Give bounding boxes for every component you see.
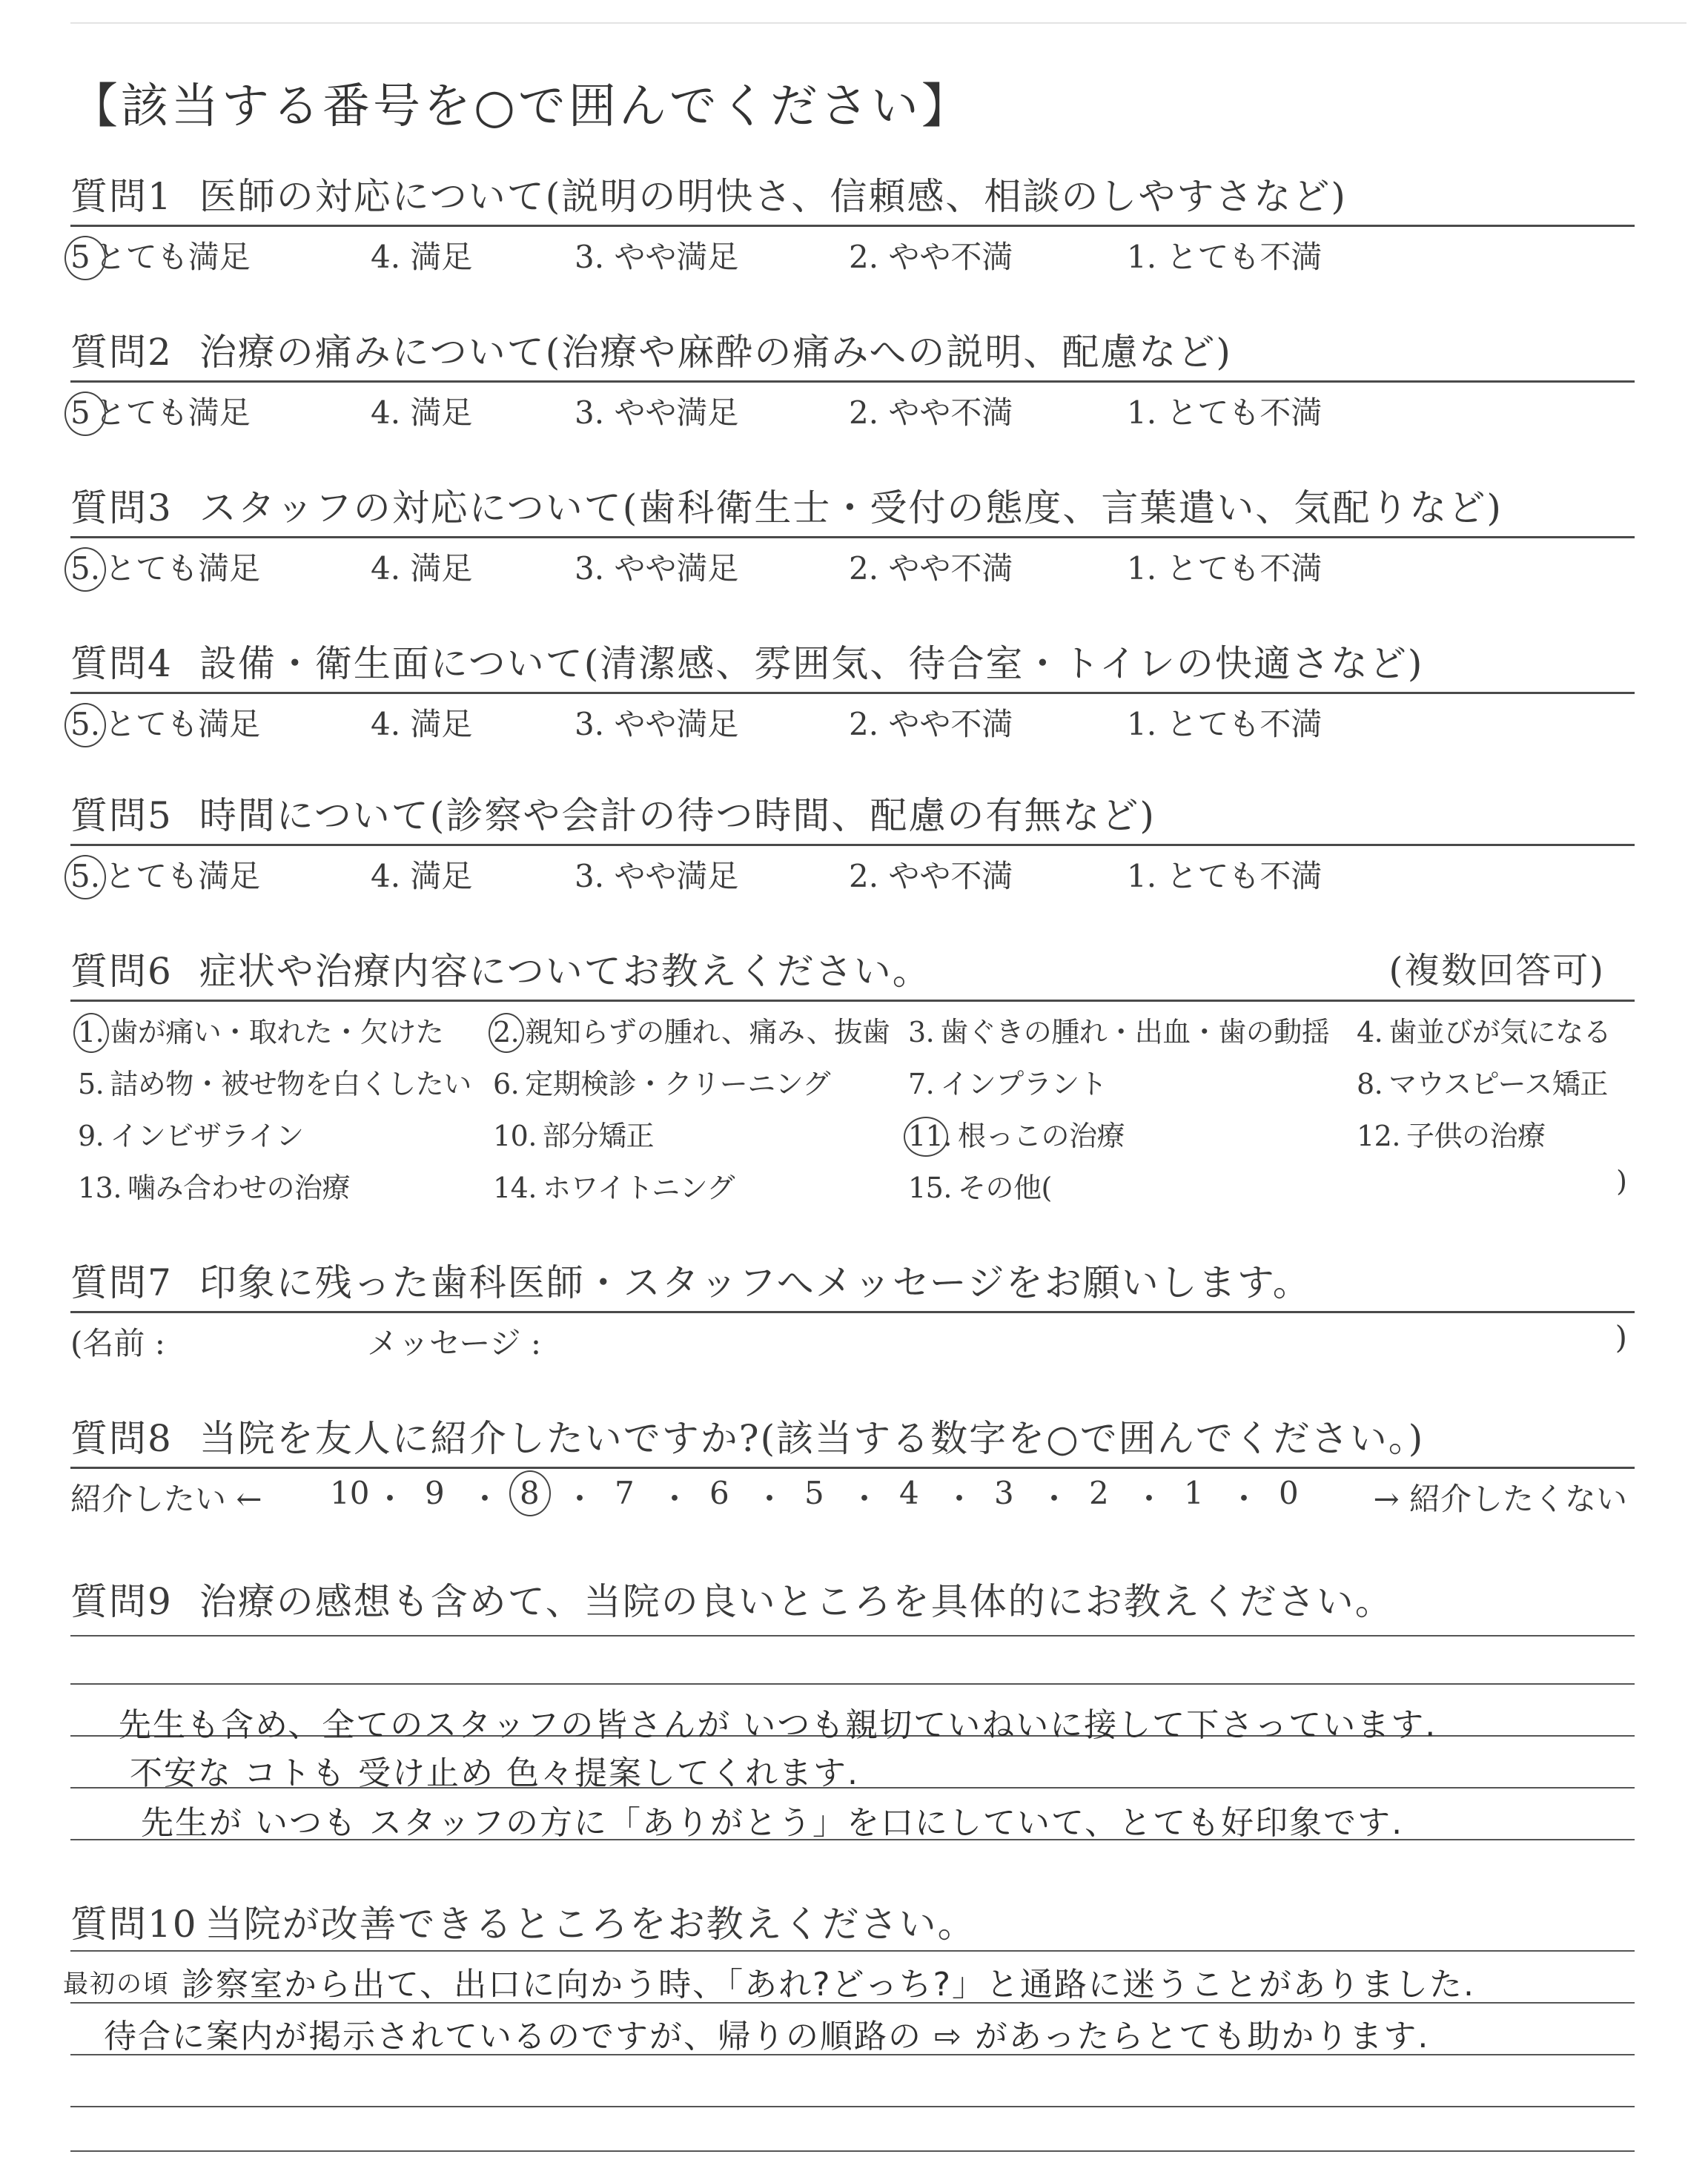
selection-mark xyxy=(70,706,105,742)
rating-option[interactable] xyxy=(371,389,472,433)
option-label: 部分矯正 xyxy=(542,1120,654,1152)
answer-rule xyxy=(70,1635,1635,1636)
symptom-option[interactable] xyxy=(908,1009,1329,1050)
question-number: 質問2 xyxy=(70,331,173,374)
symptom-option[interactable] xyxy=(908,1061,1107,1102)
question-10 xyxy=(70,1895,1635,1948)
selection-mark xyxy=(78,1016,104,1048)
question-text: 症状や治療内容についてお教えください。 xyxy=(199,950,931,993)
scale-dot: ・ xyxy=(1039,1481,1070,1517)
question-text: スタッフの対応について(歯科衛生士・受付の態度、言葉遣い、気配りなど) xyxy=(199,486,1503,529)
selection-mark xyxy=(70,239,95,275)
rating-options xyxy=(70,389,1635,433)
rating-label: 1. とても不満 xyxy=(1127,706,1323,742)
answer-rule xyxy=(70,2150,1635,2152)
handwritten-answer-line: 待合に案内が掲示されているのですが、帰りの順路の ⇨ があったらとても助かります. xyxy=(104,2018,1430,2055)
symptom-option[interactable] xyxy=(78,1113,304,1154)
rating-option[interactable] xyxy=(70,700,260,744)
scale-dot: ・ xyxy=(944,1481,976,1517)
question-rule xyxy=(70,692,1635,694)
rating-label: とても満足 xyxy=(105,858,261,894)
question-number: 質問8 xyxy=(70,1417,173,1460)
option-label: 噛み合わせの治療 xyxy=(127,1172,350,1204)
scale-dot: ・ xyxy=(469,1481,501,1517)
option-label: 根っこの治療 xyxy=(957,1120,1125,1152)
scale-dot: ・ xyxy=(564,1481,596,1517)
selected-rating-number: 5. xyxy=(70,858,101,894)
option-label: インプラント xyxy=(940,1068,1108,1100)
close-paren: ) xyxy=(1615,1319,1627,1355)
selected-rating-number: 5. xyxy=(70,706,101,742)
question-5 xyxy=(70,786,1635,896)
rating-options xyxy=(70,544,1635,589)
scale-dot: ・ xyxy=(1133,1481,1165,1517)
handwritten-answer-line: 先生が いつも スタッフの方に「ありがとう」を口にしていて、とても好印象です. xyxy=(141,1804,1404,1842)
option-label: 子供の治療 xyxy=(1406,1120,1546,1152)
rating-option[interactable] xyxy=(1127,852,1322,896)
scale-left-label: 紹介したい ← xyxy=(70,1481,262,1517)
symptom-option[interactable] xyxy=(78,1061,471,1102)
option-label: 定期検診・クリーニング xyxy=(525,1068,831,1100)
rating-label: 2. やや不満 xyxy=(849,550,1013,587)
rating-option[interactable] xyxy=(371,700,472,744)
question-rule xyxy=(70,380,1635,383)
rating-label: 1. とても不満 xyxy=(1127,239,1323,275)
rating-option[interactable] xyxy=(70,544,260,589)
rating-option[interactable] xyxy=(1127,700,1322,744)
rating-label: 2. やや不満 xyxy=(849,239,1013,275)
scale-dot: ・ xyxy=(849,1481,881,1517)
option-number: 3. xyxy=(908,1016,935,1048)
question-4 xyxy=(70,634,1635,744)
question-7 xyxy=(70,1253,1635,1364)
symptom-option[interactable] xyxy=(493,1165,735,1206)
question-number: 質問4 xyxy=(70,642,173,685)
question-rule xyxy=(70,225,1635,227)
rating-label: 1. とても不満 xyxy=(1127,394,1323,431)
symptom-option[interactable] xyxy=(1357,1113,1545,1154)
rating-label: とても満足 xyxy=(94,394,251,431)
question-rule xyxy=(70,1311,1635,1313)
rating-label: 4. 満足 xyxy=(371,550,473,587)
scale-number[interactable]: 4 xyxy=(899,1475,919,1511)
rating-label: 3. やや満足 xyxy=(575,550,739,587)
rating-option[interactable] xyxy=(1127,544,1322,589)
option-number: 9. xyxy=(78,1120,105,1152)
rating-label: 4. 満足 xyxy=(371,239,473,275)
question-number: 質問5 xyxy=(70,794,173,837)
selection-mark xyxy=(70,858,105,894)
rating-label: 4. 満足 xyxy=(371,394,473,431)
question-text: 当院を友人に紹介したいですか?(該当する数字を○で囲んでください。) xyxy=(199,1417,1425,1460)
symptom-option[interactable] xyxy=(493,1061,830,1102)
rating-option[interactable] xyxy=(70,233,251,277)
handwritten-answer-line: 診察室から出て、出口に向かう時、「あれ?どっち?」と通路に迷うことがありました. xyxy=(182,1966,1475,2004)
handwritten-margin-note: 最初の頃 xyxy=(63,1969,170,1999)
selected-rating-number: 5 xyxy=(70,394,90,431)
scale-number[interactable]: 10 xyxy=(330,1475,370,1511)
scale-number[interactable]: 8 xyxy=(520,1475,540,1511)
question-text: 治療の感想も含めて、当院の良いところを具体的にお教えください。 xyxy=(199,1580,1394,1623)
symptom-option[interactable] xyxy=(493,1113,654,1154)
rating-options xyxy=(70,700,1635,744)
option-number: 15. xyxy=(908,1172,952,1204)
question-rule xyxy=(70,536,1635,538)
rating-options xyxy=(70,852,1635,896)
scale-dot: ・ xyxy=(374,1481,406,1517)
rating-option[interactable] xyxy=(1127,389,1322,433)
message-label: メッセージ : xyxy=(367,1325,541,1361)
rating-label: 4. 満足 xyxy=(371,858,473,894)
rating-label: 2. やや不満 xyxy=(849,394,1013,431)
rating-option[interactable] xyxy=(371,852,472,896)
question-rule xyxy=(70,1467,1635,1469)
option-number: 2. xyxy=(493,1016,520,1048)
rating-label: 3. やや満足 xyxy=(575,394,739,431)
scale-number[interactable]: 2 xyxy=(1089,1475,1109,1511)
option-label: 詰め物・被せ物を白くしたい xyxy=(110,1068,471,1100)
answer-rule xyxy=(70,1683,1635,1685)
other-close-paren: ) xyxy=(1616,1165,1627,1198)
rating-label: とても満足 xyxy=(94,239,251,275)
rating-option[interactable] xyxy=(575,233,738,277)
rating-option[interactable] xyxy=(70,389,251,433)
handwritten-answer-line: 先生も含め、全てのスタッフの皆さんが いつも親切ていねいに接して下さっています. xyxy=(119,1706,1437,1744)
option-label: 歯ぐきの腫れ・出血・歯の動揺 xyxy=(940,1016,1330,1048)
question-text: 印象に残った歯科医師・スタッフへメッセージをお願いします。 xyxy=(199,1261,1311,1304)
option-number: 5. xyxy=(78,1068,105,1100)
answer-rule xyxy=(70,2106,1635,2107)
option-label: 歯が痛い・取れた・欠けた xyxy=(110,1016,444,1048)
rating-label: 1. とても不満 xyxy=(1127,550,1323,587)
symptom-option[interactable] xyxy=(908,1165,1052,1206)
question-8 xyxy=(70,1409,1635,1519)
rating-option[interactable] xyxy=(371,233,472,277)
question-number: 質問9 xyxy=(70,1580,173,1623)
rating-option[interactable] xyxy=(849,544,1013,589)
scale-number[interactable]: 6 xyxy=(709,1475,729,1511)
option-number: 1. xyxy=(78,1016,105,1048)
question-9 xyxy=(70,1572,1635,1625)
rating-option[interactable] xyxy=(849,389,1013,433)
scale-number[interactable]: 3 xyxy=(994,1475,1014,1511)
question-number: 質問6 xyxy=(70,950,173,993)
option-label: マウスピース矯正 xyxy=(1388,1068,1608,1100)
rating-option[interactable] xyxy=(70,852,260,896)
rating-option[interactable] xyxy=(849,700,1013,744)
option-number: 6. xyxy=(493,1068,520,1100)
top-rule xyxy=(70,22,1687,24)
rating-label: 3. やや満足 xyxy=(575,239,739,275)
rating-label: 2. やや不満 xyxy=(849,858,1013,894)
question-number: 質問7 xyxy=(70,1261,173,1304)
scale-dot: ・ xyxy=(754,1481,786,1517)
question-3 xyxy=(70,478,1635,589)
rating-label: とても満足 xyxy=(105,550,261,587)
option-label: その他( xyxy=(957,1172,1052,1204)
rating-option[interactable] xyxy=(575,700,738,744)
option-number: 12. xyxy=(1357,1120,1400,1152)
symptom-option[interactable] xyxy=(1357,1009,1611,1050)
rating-label: 3. やや満足 xyxy=(575,858,739,894)
rating-option[interactable] xyxy=(849,233,1013,277)
symptom-option[interactable] xyxy=(1357,1061,1608,1102)
scale-number[interactable]: 0 xyxy=(1279,1475,1299,1511)
question-rule xyxy=(70,844,1635,846)
option-label: インビザライン xyxy=(110,1120,304,1152)
question-text: 設備・衛生面について(清潔感、雰囲気、待合室・トイレの快適さなど) xyxy=(199,642,1424,685)
scale-number[interactable]: 1 xyxy=(1184,1475,1204,1511)
symptom-option[interactable] xyxy=(78,1165,350,1206)
selected-rating-number: 5 xyxy=(70,239,90,275)
scale-number[interactable]: 9 xyxy=(425,1475,445,1511)
page-heading: 【該当する番号を○で囲んでください】 xyxy=(70,79,972,134)
question-1 xyxy=(70,167,1635,277)
scale-right-label: → 紹介したくない xyxy=(1373,1481,1627,1517)
option-number: 7. xyxy=(908,1068,935,1100)
rating-option[interactable] xyxy=(575,852,738,896)
selection-mark xyxy=(70,550,105,587)
question-number: 質問1 xyxy=(70,175,173,218)
rating-label: 4. 満足 xyxy=(371,706,473,742)
question-2 xyxy=(70,323,1635,433)
option-number: 10. xyxy=(493,1120,537,1152)
question-number: 質問10 xyxy=(70,1903,198,1946)
rating-label: とても満足 xyxy=(105,706,261,742)
question-text: 医師の対応について(説明の明快さ、信頼感、相談のしやすさなど) xyxy=(199,175,1347,218)
selection-mark xyxy=(70,394,95,431)
scale-number[interactable]: 7 xyxy=(615,1475,635,1511)
option-label: 親知らずの腫れ、痛み、抜歯 xyxy=(525,1016,890,1048)
question-text: 治療の痛みについて(治療や麻酔の痛みへの説明、配慮など) xyxy=(199,331,1232,374)
rating-option[interactable] xyxy=(575,389,738,433)
rating-label: 1. とても不満 xyxy=(1127,858,1323,894)
scale-dot: ・ xyxy=(1228,1481,1260,1517)
option-label: 歯並びが気になる xyxy=(1388,1016,1612,1048)
option-number: 14. xyxy=(493,1172,537,1204)
symptom-option[interactable] xyxy=(78,1009,443,1050)
question-text: 当院が改善できるところをお教えください。 xyxy=(205,1903,976,1946)
multiple-answer-note: (複数回答可) xyxy=(1388,950,1605,991)
question-text: 時間について(診察や会計の待つ時間、配慮の有無など) xyxy=(199,794,1156,837)
rating-label: 2. やや不満 xyxy=(849,706,1013,742)
rating-option[interactable] xyxy=(371,544,472,589)
rating-options xyxy=(70,233,1635,277)
rating-option[interactable] xyxy=(575,544,738,589)
option-label: ホワイトニング xyxy=(542,1172,735,1204)
rating-option[interactable] xyxy=(849,852,1013,896)
answer-rule xyxy=(70,1950,1635,1952)
selection-mark xyxy=(908,1120,952,1152)
selected-rating-number: 5. xyxy=(70,550,101,587)
symptom-option[interactable] xyxy=(908,1113,1125,1154)
rating-option[interactable] xyxy=(1127,233,1322,277)
selection-circle xyxy=(509,1470,551,1516)
option-number: 8. xyxy=(1357,1068,1383,1100)
recommend-scale xyxy=(70,1475,1635,1519)
option-number: 13. xyxy=(78,1172,122,1204)
option-number: 4. xyxy=(1357,1016,1383,1048)
handwritten-answer-line: 不安な コトも 受け止め 色々提案してくれます. xyxy=(130,1754,859,1792)
symptom-option[interactable] xyxy=(493,1009,890,1050)
question-6 xyxy=(70,942,1635,1217)
symptom-options xyxy=(70,1009,1635,1217)
question-rule xyxy=(70,1000,1635,1002)
name-label: (名前 : xyxy=(70,1325,165,1361)
selection-mark xyxy=(493,1016,519,1048)
scale-number[interactable]: 5 xyxy=(804,1475,824,1511)
question-number: 質問3 xyxy=(70,486,173,529)
rating-label: 3. やや満足 xyxy=(575,706,739,742)
option-number: 11. xyxy=(908,1120,952,1152)
scale-dot: ・ xyxy=(659,1481,691,1517)
